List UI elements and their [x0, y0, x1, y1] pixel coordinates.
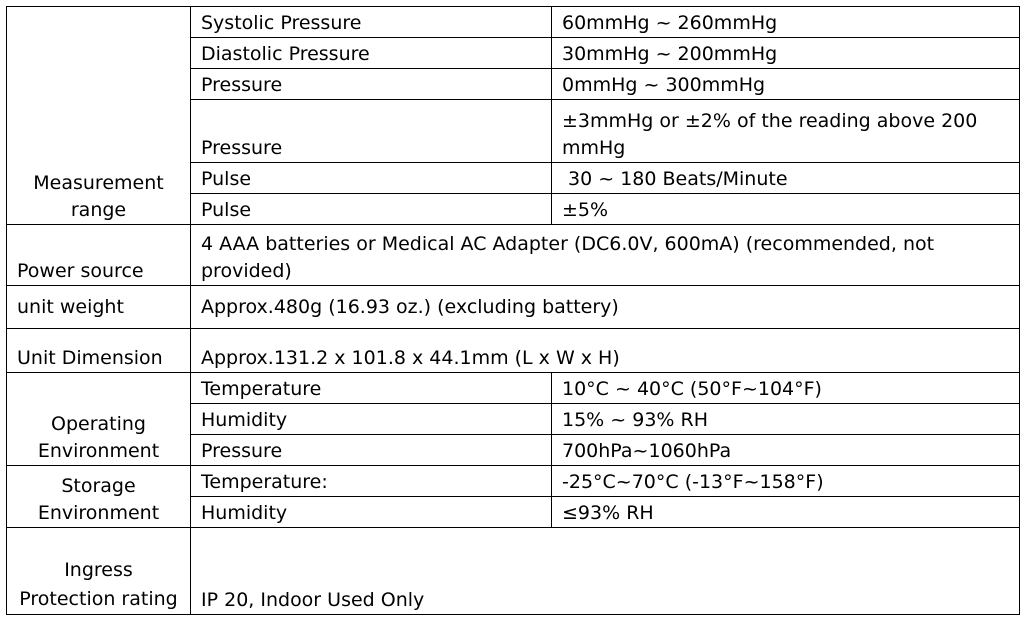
table-row — [7, 466, 1020, 497]
measurement-range-label: Measurement range — [7, 7, 191, 225]
unit-dimension-label: Unit Dimension — [7, 329, 191, 373]
unit-dimension-value: Approx.131.2 x 101.8 x 44.1mm (L x W x H) — [191, 329, 1020, 373]
param-name: Systolic Pressure — [191, 7, 552, 38]
table-row — [7, 225, 1020, 286]
param-name: Diastolic Pressure — [191, 38, 552, 69]
param-name: Pressure — [191, 69, 552, 100]
param-name: Temperature: — [191, 466, 552, 497]
param-value: 700hPa~1060hPa — [552, 435, 1020, 466]
param-value: 10°C ~ 40°C (50°F~104°F) — [552, 373, 1020, 404]
param-value: ±3mmHg or ±2% of the reading above 200 mmHg — [552, 100, 1020, 163]
param-name: Humidity — [191, 497, 552, 528]
param-value: 60mmHg ~ 260mmHg — [552, 7, 1020, 38]
param-value: 15% ~ 93% RH — [552, 404, 1020, 435]
table-row — [7, 373, 1020, 404]
table-row — [7, 7, 1020, 38]
table-row — [7, 528, 1020, 615]
param-name: Temperature — [191, 373, 552, 404]
param-value: ≤93% RH — [552, 497, 1020, 528]
table-row — [7, 286, 1020, 329]
param-value: 30 ~ 180 Beats/Minute — [552, 163, 1020, 194]
operating-environment-label: Operating Environment — [7, 373, 191, 466]
param-value: 0mmHg ~ 300mmHg — [552, 69, 1020, 100]
table-row — [7, 329, 1020, 373]
power-source-value: 4 AAA batteries or Medical AC Adapter (DC6.0V, 600mA) (recommended, not provided) — [191, 225, 1020, 286]
unit-weight-label: unit weight — [7, 286, 191, 329]
param-name: Humidity — [191, 404, 552, 435]
param-name: Pulse — [191, 194, 552, 225]
specifications-table — [6, 6, 1020, 615]
param-name: Pressure — [191, 100, 552, 163]
ingress-protection-label: Ingress Protection rating — [7, 528, 191, 615]
unit-weight-value: Approx.480g (16.93 oz.) (excluding battery) — [191, 286, 1020, 329]
param-name: Pulse — [191, 163, 552, 194]
param-value: -25°C~70°C (-13°F~158°F) — [552, 466, 1020, 497]
param-name: Pressure — [191, 435, 552, 466]
param-value: 30mmHg ~ 200mmHg — [552, 38, 1020, 69]
param-value: ±5% — [552, 194, 1020, 225]
storage-environment-label: Storage Environment — [7, 466, 191, 528]
power-source-label: Power source — [7, 225, 191, 286]
ingress-protection-value: IP 20, Indoor Used Only — [191, 528, 1020, 615]
